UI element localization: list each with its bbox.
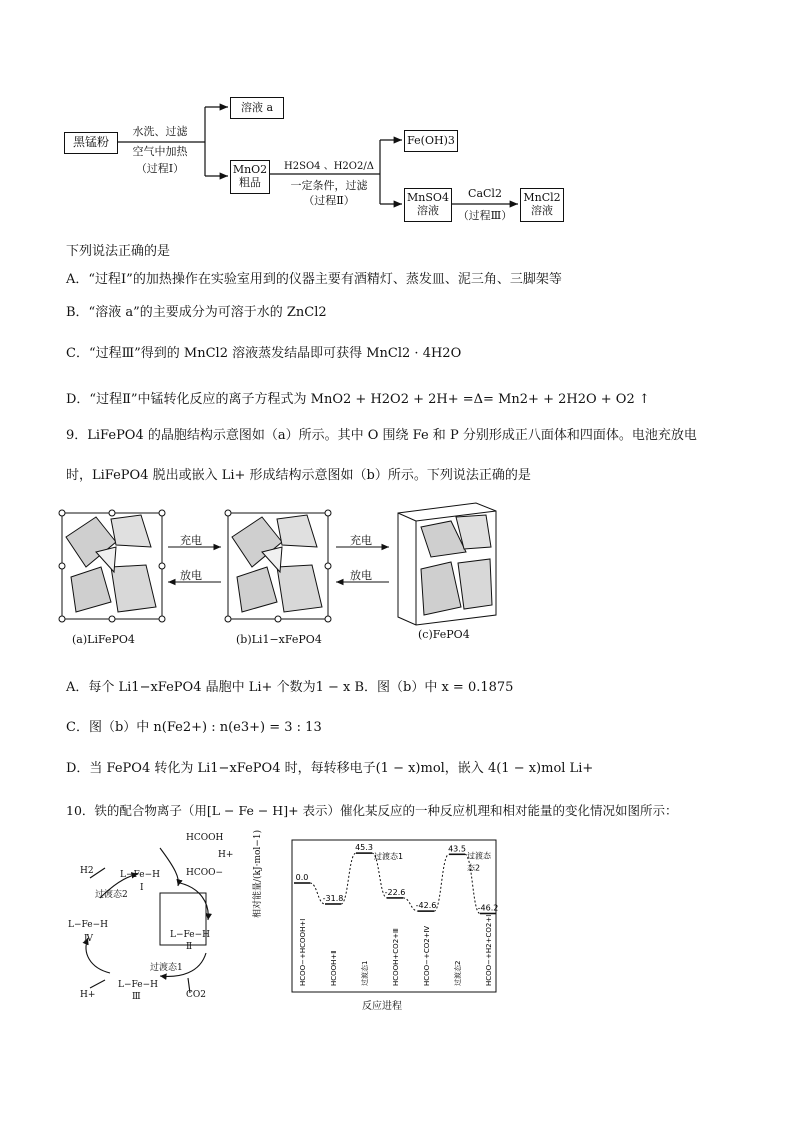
q9-option-a: A．每个 Li1−xFePO4 晶胞中 Li+ 个数为1 − x B．图（b）中 x = 0.1875	[66, 680, 514, 695]
energy-value-label: -42.6	[415, 901, 437, 911]
q9-option-d: D．当 FePO4 转化为 Li1−xFePO4 时，每转移电子(1 − x)mol，嵌入 4(1 − x)mol Li+	[66, 761, 594, 776]
energy-value-label: 43.5	[448, 844, 466, 854]
energy-value-label: -46.2	[477, 903, 499, 913]
flow-step3-bot: （过程Ⅲ）	[457, 209, 513, 222]
chart-xlabel: 反应进程	[362, 1001, 402, 1012]
flow-step1-top: 水洗、过滤	[132, 125, 188, 138]
q8-option-c: C．“过程Ⅲ”得到的 MnCl2 溶液蒸发结晶即可获得 MnCl2 · 4H2O	[66, 346, 462, 361]
cycle-complex-iii: L−Fe−H	[118, 980, 158, 990]
flow-mnso4-l2: 溶液	[417, 204, 439, 217]
transition-state-label: 过渡态	[467, 851, 491, 861]
flow-mnso4-l1: MnSO4	[407, 191, 449, 205]
transition-state-label: 过渡态1	[374, 852, 404, 862]
cell-c	[398, 503, 496, 625]
energy-value-label: -22.6	[384, 887, 406, 897]
energy-profile-chart	[270, 836, 500, 1011]
cycle-hcoo: HCOO−	[186, 868, 224, 878]
cell-a	[59, 510, 165, 622]
charge-label-2: 充电	[350, 534, 372, 547]
category-label: HCOO−+CO2+Ⅳ	[423, 925, 431, 986]
q8-option-b: B．“溶液 a”的主要成分为可溶于水的 ZnCl2	[66, 305, 327, 320]
cycle-complex-i: L−Fe−H	[120, 870, 160, 880]
cycle-hplus-2: H+	[80, 990, 96, 1000]
category-label: HCOO−+H2+CO2+Ⅰ	[485, 914, 493, 986]
cycle-label-iv: Ⅳ	[84, 934, 93, 944]
q9-line2: 时，LiFePO4 脱出或嵌入 Li+ 形成结构示意图如（b）所示。下列说法正确的是	[66, 468, 531, 483]
flow-start-box: 黑锰粉	[64, 132, 118, 154]
q8-option-a: A．“过程Ⅰ”的加热操作在实验室用到的仪器主要有酒精灯、蒸发皿、泥三角、三脚架等	[66, 272, 562, 287]
q9-line1: 9．LiFePO4 的晶胞结构示意图如（a）所示。其中 O 围绕 Fe 和 P 分别形成正八面体和四面体。电池充放电	[66, 428, 697, 443]
caption-a: (a)LiFePO4	[72, 633, 135, 646]
cycle-hplus: H+	[218, 850, 234, 860]
q10-stem: 10．铁的配合物离子（用[L − Fe − H]+ 表示）催化某反应的一种反应机理和相对能量的变化情况如图所示：	[66, 803, 678, 818]
charge-label-1: 充电	[180, 534, 202, 547]
cycle-ts1: 过渡态1	[150, 963, 183, 973]
caption-c: (c)FePO4	[418, 628, 470, 641]
flow-mncl2-l2: 溶液	[531, 204, 553, 217]
q8-option-d: D．“过程Ⅱ”中锰转化反应的离子方程式为 MnO2 + H2O2 + 2H+ =Δ= Mn2+ + 2H2O + O2 ↑	[66, 392, 650, 407]
cycle-complex-ii: L−Fe−H	[170, 930, 210, 940]
flow-step1-mid: 空气中加热	[132, 145, 188, 158]
caption-b: (b)Li1−xFePO4	[236, 633, 322, 646]
transition-state-label: 态2	[467, 863, 481, 873]
cycle-hcooh: HCOOH	[186, 833, 224, 843]
flow-solution-a-box: 溶液 a	[230, 97, 284, 119]
q9-option-c: C．图（b）中 n(Fe2+) : n(e3+) = 3 : 13	[66, 720, 322, 735]
flow-arrows	[0, 0, 794, 240]
cycle-ts2: 过渡态2	[95, 890, 128, 900]
cycle-co2: CO2	[186, 990, 206, 1000]
flow-step1-bot: （过程Ⅰ）	[135, 162, 185, 175]
flow-mno2-l1: MnO2	[232, 163, 268, 177]
flow-mncl2-l1: MnCl2	[523, 191, 561, 205]
crystal-structure-figure	[56, 497, 506, 637]
cycle-arrows	[60, 828, 270, 1008]
cycle-label-i: Ⅰ	[140, 883, 144, 893]
discharge-label-1: 放电	[180, 569, 202, 582]
flow-mno2-l2: 粗品	[239, 176, 261, 189]
flow-step3-top: CaCl2	[468, 187, 502, 200]
category-label: 过渡态2	[454, 960, 462, 986]
discharge-label-2: 放电	[350, 569, 372, 582]
flow-step2-mid: 一定条件，过滤	[290, 179, 368, 192]
cycle-h2: H2	[80, 866, 94, 876]
category-label: HCOO−+HCOOH+Ⅰ	[299, 918, 307, 986]
energy-value-label: 45.3	[355, 843, 373, 853]
chart-ylabel: 相对能量/(kJ·mol−1)	[253, 829, 263, 918]
flow-step2-top: H2SO4 、H2O2/Δ	[284, 161, 374, 172]
energy-value-label: -31.8	[322, 893, 344, 903]
q8-stem: 下列说法正确的是	[66, 244, 171, 259]
flow-step2-bot: （过程Ⅱ）	[303, 194, 355, 207]
category-label: HCOOH+Ⅱ	[330, 950, 338, 986]
cell-b	[225, 510, 331, 622]
energy-value-label: 0.0	[295, 873, 309, 882]
cycle-label-ii: Ⅱ	[186, 942, 193, 952]
cycle-complex-iv: L−Fe−H	[68, 920, 108, 930]
category-label: HCOOH+CO2+Ⅲ	[392, 928, 400, 986]
cycle-label-iii: Ⅲ	[132, 992, 141, 1002]
flow-feoh3-box: Fe(OH)3	[404, 130, 458, 152]
category-label: 过渡态1	[361, 960, 369, 986]
